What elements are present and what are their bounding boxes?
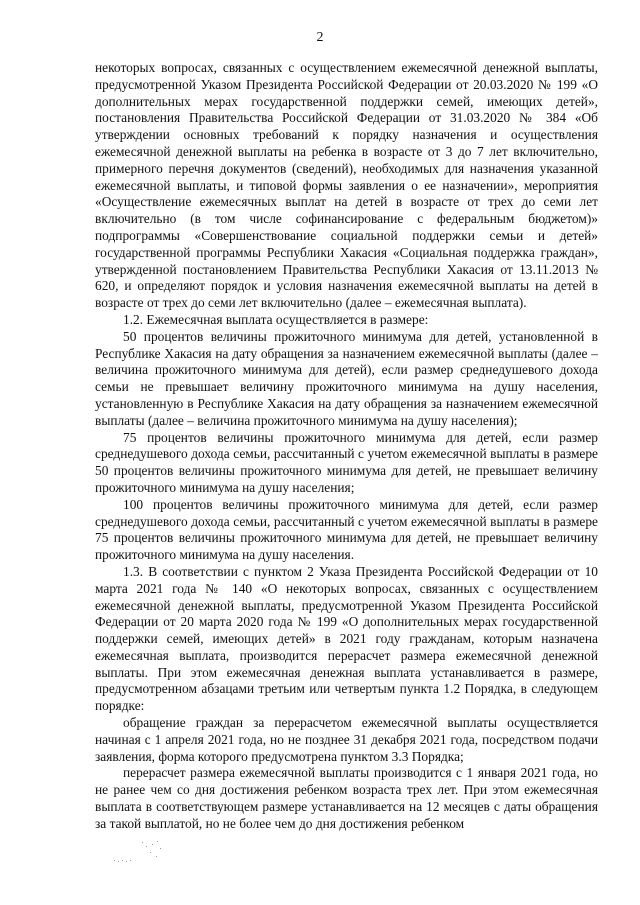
- paragraph-recalculation: перерасчет размера ежемесячной выплаты производится с 1 января 2021 года, но не ранее чем со дня достижения ребенком возраста трех лет. При этом ежемесячная выплата в соответствующем размере устанавливается на 12 месяцев с даты обращения за такой выплатой, но не более чем до дня достижения ребенком: [95, 765, 598, 831]
- paragraph-intro-continuation: некоторых вопросах, связанных с осуществлением ежемесячной денежной выплаты, предусмотренной Указом Президента Российской Федерации от 20.03.2020 № 199 «О дополнительных мерах государственной поддержки семей, имеющих детей», постановления Правительства Российской Федерации от 31.03.2020 № 384 «Об утверждении основных требований к порядку назначения и осуществления ежемесячной денежной выплаты на ребенка в возрасте от 3 до 7 лет включительно, примерного перечня документов (сведений), необходимых для назначения указанной ежемесячной выплаты, и типовой формы заявления о ее назначении», мероприятия «Осуществление ежемесячных выплат на детей в возрасте от трех до семи лет включительно (в том числе софинансирование с федеральным бюджетом)» подпрограммы «Совершенствование социальной поддержки семьи и детей» государственной программы Республики Хакасия «Социальная поддержка граждан», утвержденной постановлением Правительства Республики Хакасия от 13.11.2013 № 620, и определяют порядок и условия назначения ежемесячной выплаты на детей в возрасте от трех до семи лет включительно (далее – ежемесячная выплата).: [95, 60, 598, 311]
- paragraph-100-percent: 100 процентов величины прожиточного минимума для детей, если размер среднедушевого дохода семьи, рассчитанный с учетом ежемесячной выплаты в размере 75 процентов величины прожиточного минимума для детей, не превышает величину прожиточного минимума на душу населения.: [95, 496, 598, 563]
- scan-speckle-mark: [112, 838, 167, 868]
- paragraph-50-percent: 50 процентов величины прожиточного минимума для детей, установленной в Республике Хакасия на дату обращения за назначением ежемесячной выплаты (далее – величина прожиточного минимума для детей), если размер среднедушевого дохода семьи не превышает величину прожиточного минимума на душу населения, установленную в Республике Хакасия на дату обращения за назначением ежемесячной выплаты (далее – величина прожиточного минимума на душу населения);: [95, 328, 598, 428]
- paragraph-1-2-heading: 1.2. Ежемесячная выплата осуществляется в размере:: [123, 311, 429, 327]
- paragraph-1-3: 1.3. В соответствии с пунктом 2 Указа Президента Российской Федерации от 10 марта 2021 года № 140 «О некоторых вопросах, связанных с осуществлением ежемесячной денежной выплаты, предусмотренной Указом Президента Российской Федерации от 20 марта 2020 года № 199 «О дополнительных мерах государственной поддержки семей, имеющих детей» в 2021 году гражданам, которым назначена ежемесячная выплата, производится перерасчет размера ежемесячной денежной выплаты. При этом ежемесячная денежная выплата устанавливается в размере, предусмотренном абзацами третьим или четвертым пункта 1.2 Порядка, в следующем порядке:: [95, 563, 598, 714]
- page-number: 2: [316, 30, 324, 45]
- paragraph-75-percent: 75 процентов величины прожиточного минимума для детей, если размер среднедушевого дохода семьи, рассчитанный с учетом ежемесячной выплаты в размере 50 процентов величины прожиточного минимума для детей, не превышает величину прожиточного минимума на душу населения;: [95, 429, 598, 495]
- paragraph-application-period: обращение граждан за перерасчетом ежемесячной выплаты осуществляется начиная с 1 апреля 2021 года, но не позднее 31 декабря 2021 года, посредством подачи заявления, форма которого предусмотрена пунктом 3.3 Порядка;: [95, 715, 598, 764]
- document-body: [95, 60, 598, 833]
